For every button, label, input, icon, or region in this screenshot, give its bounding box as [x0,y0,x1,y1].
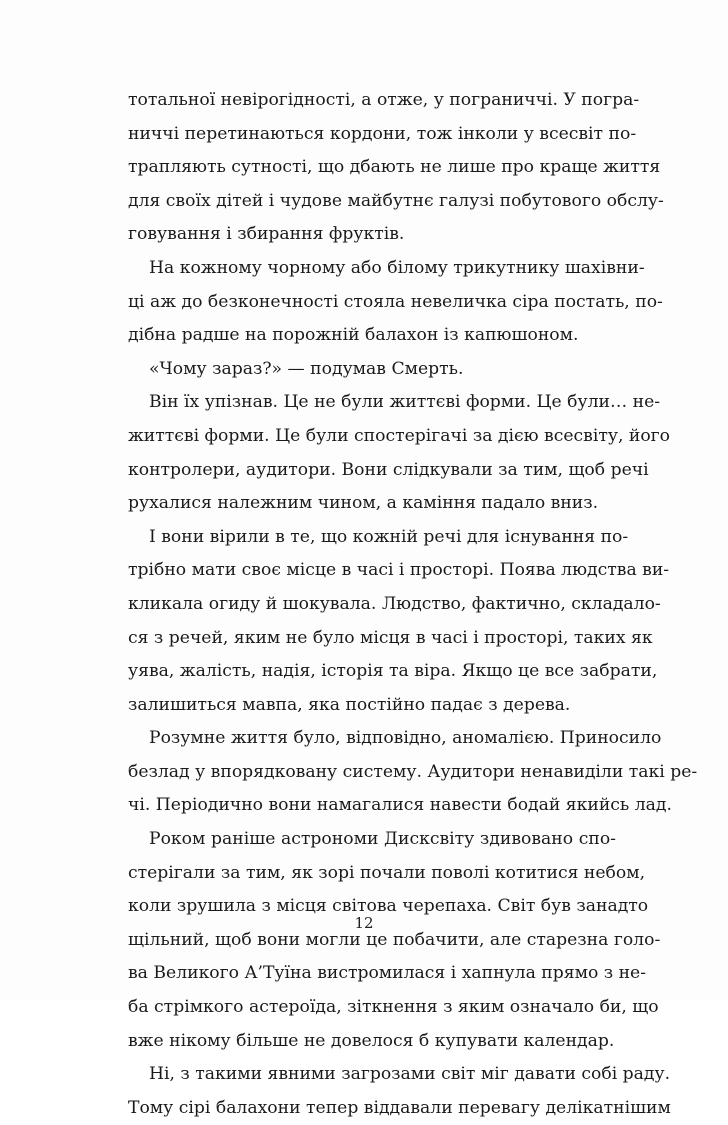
text-line: безлад у впорядковану систему. Аудитори ненавиділи такі ре- [128,761,698,782]
text-line: ся з речей, яким не було місця в часі і просторі, таких як [128,627,653,648]
text-line: ба стрімкого астероїда, зіткнення з яким означало би, що [128,997,659,1018]
text-line: залишиться мавпа, яка постійно падає з дерева. [128,694,571,715]
text-line: для своїх дітей і чудове майбутнє галузі побутового обслу- [128,190,664,211]
page-body-text [128,84,698,1125]
page-number: 12 [354,914,374,932]
text-line: стерігали за тим, як зорі почали поволі котитися небом, [128,862,646,883]
text-line: чі. Періодично вони намагалися навести бодай якийсь лад. [128,795,672,816]
text-line: Розумне життя було, відповідно, аномалією. Приносило [149,728,662,749]
text-line: уява, жалість, надія, історія та віра. Якщо це все забрати, [128,661,658,682]
text-line: рухалися належним чином, а каміння падало вниз. [128,493,599,514]
text-line: життєві форми. Це були спостерігачі за дією всесвіту, його [128,425,671,446]
text-line: контролери, аудитори. Вони слідкували за тим, щоб речі [128,459,649,480]
text-line: щільний, щоб вони могли це побачити, але старезна голо- [128,929,661,950]
text-line: говування і збирання фруктів. [128,224,405,245]
text-line: тотальної невірогідності, а отже, у пограниччі. У погра- [128,90,640,110]
text-line: На кожному чорному або білому трикутнику шахівни- [149,257,645,278]
text-line: ці аж до безконечності стояла невеличка сіра постать, по- [128,291,663,312]
text-line: кликала огиду й шокувала. Людство, фактично, складало- [128,593,661,614]
text-line: І вони вірили в те, що кожній речі для існування по- [149,526,629,547]
text-line: Ні, з такими явними загрозами світ міг давати собі раду. [149,1064,671,1085]
text-line: коли зрушила з місця світова черепаха. Світ був занадто [128,896,649,917]
text-line: Він їх упізнав. Це не були життєві форми. Це були… не- [149,392,661,413]
text-line: «Чому зараз?» — подумав Смерть. [149,358,464,379]
text-line: дібна радше на порожній балахон із капюшоном. [128,325,579,346]
text-line: Роком раніше астрономи Дисксвіту здивовано спо- [149,829,616,850]
text-line: вже нікому більше не довелося б купувати календар. [128,1030,615,1051]
text-line: ва Великого А’Туїна вистромилася і хапнула прямо з не- [128,963,647,984]
text-line: трапляють сутності, що дбають не лише про краще життя [128,157,661,178]
text-line: трібно мати своє місце в часі і просторі. Поява людства ви- [128,560,670,581]
text-line: Тому сірі балахони тепер віддавали перевагу делікатнішим [128,1097,671,1118]
text-line: ниччі перетинаються кордони, тож інколи у всесвіт по- [128,123,637,144]
